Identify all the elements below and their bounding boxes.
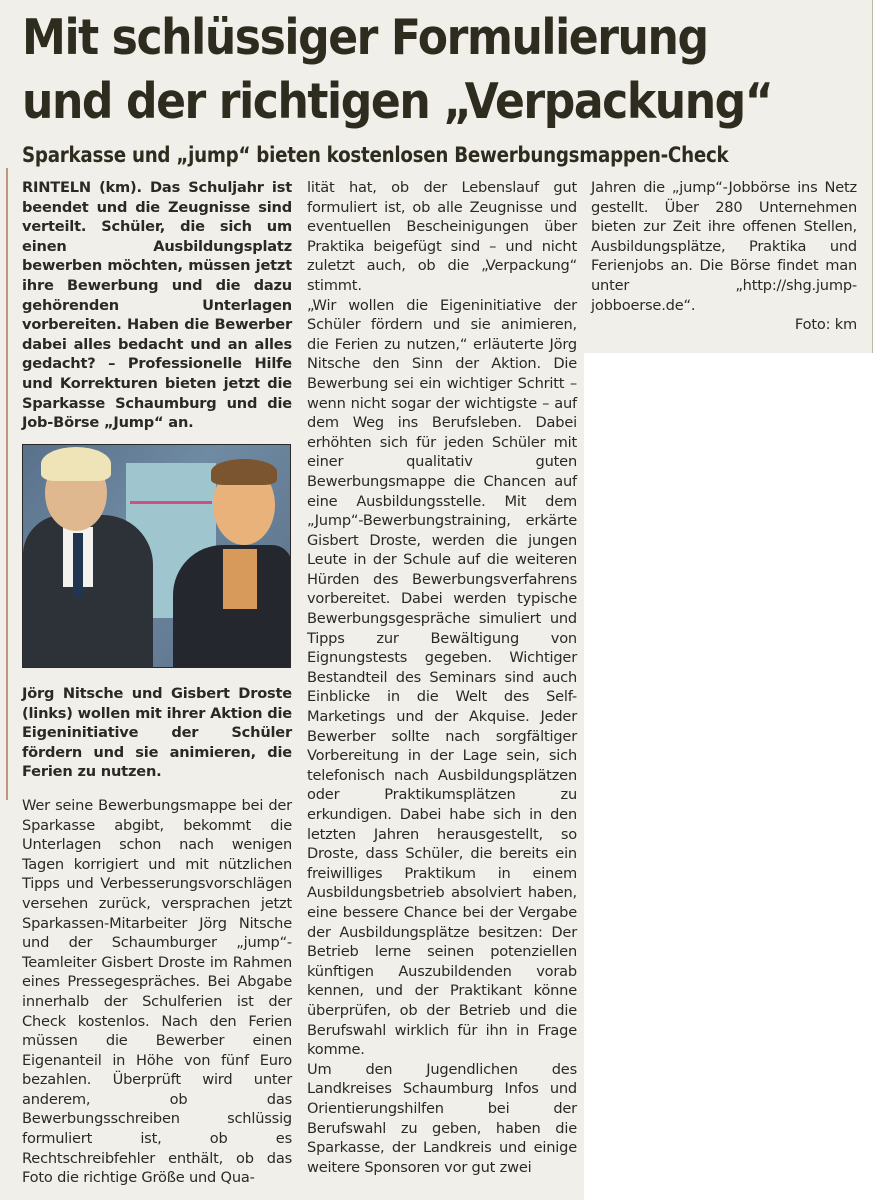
- headline-line-1: Mit schlüssiger Formulierung: [22, 9, 708, 66]
- person-right-shirt: [223, 549, 257, 609]
- photo-caption-text: Jörg Nitsche und Gisbert Droste (links) wollen mit ihrer Aktion die Eigeninitiative der Schüler fördern und sie animieren, die Ferien zu nutzen.: [22, 685, 292, 781]
- column-rule: [6, 168, 8, 800]
- clipping-edge: [872, 0, 873, 353]
- body-paragraph-1: Wer seine Bewerbungsmappe bei der Sparkasse abgibt, bekommt die Unterlagen schon nach wenigen Tagen korrigiert und mit nützlichen Tipps und Verbesserungsvorschlägen versehen zurück, versprachen jetzt Sparkassen-Mitarbeiter Jörg Nitsche und der Schaumburger „jump“-Teamleiter Gisbert Droste im Rahmen eines Pressegespräches. Bei Abgabe innerhalb der Schulferien ist der Check kostenlos. Nach den Ferien müssen die Bewerber einen Eigenanteil in Höhe von fünf Euro bezahlen. Überprüft wird unter anderem, ob das Bewerbungsschreiben schlüssig formuliert ist, ob es Rechtschreibfehler enthält, ob das Foto die richtige Größe und Qua-: [22, 796, 292, 1187]
- person-right-hair: [211, 459, 277, 485]
- photo-credit: Foto: km: [794, 316, 857, 334]
- body-paragraph-5: Jahren die „jump“-Jobbörse ins Netz gestellt. Über 280 Unternehmen bieten zur Zeit ihre offenen Stellen, Ausbildungsplätze, Praktika und Ferienjobs an. Die Börse findet man unter „http://shg.jump-jobboerse.de“.: [591, 179, 857, 314]
- subheadline: Sparkasse und „jump“ bieten kostenlosen Bewerbungsmappen-Check: [22, 143, 729, 167]
- lead-paragraph: RINTELN (km). Das Schuljahr ist beendet und die Zeugnisse sind verteilt. Schüler, die sich um einen Ausbildungsplatz bewerben möchten, müssen jetzt ihre Bewerbung und die dazu gehörenden Unterlagen vorbereiten. Haben die Bewerber dabei alles bedacht und an alles gedacht? – Professionelle Hilfe und Korrekturen bieten jetzt die Sparkasse Schaumburg und die Job-Börse „Jump“ an.: [22, 179, 292, 432]
- person-left-hair: [41, 447, 111, 481]
- person-left-tie: [73, 533, 83, 597]
- column-2: [307, 178, 577, 1177]
- body-paragraph-3: „Wir wollen die Eigeninitiative der Schüler fördern und sie animieren, die Ferien zu nutzen,“ erläuterte Jörg Nitsche den Sinn der Aktion. Die Bewerbung sei ein wichtiger Schritt – wenn nicht sogar der wichtigste – auf dem Weg ins Berufsleben. Dabei erhöhten sich für jeden Schüler mit einer qualitativ guten Bewerbungsmappe die Chancen auf eine Ausbildungsstelle. Mit dem „Jump“-Bewerbungstraining, erkärte Gisbert Droste, werden die jungen Leute in der Schule auf die weiteren Hürden des Bewerbungsverfahrens vorbereitet. Dabei werden typische Bewerbungsgespräche simuliert und Tipps zur Bewältigung von Eignungstests gegeben. Wichtiger Bestandteil des Seminars sind auch Einblicke in die Welt des Self-Marketings und der Akquise. Jeder Bewerber sollte nach sorgfältiger Vorbereitung in der Lage sein, sich telefonisch nach Ausbildungsplätzen oder Praktikumsplätzen zu erkundigen. Dabei habe sich in den letzten Jahren herausgestellt, so Droste, dass Schüler, die bereits ein freiwilliges Praktikum in einem Ausbildungsbetrieb absolviert haben, eine bessere Chance bei der Vergabe der Ausbildungsplätze besitzen: Der Betrieb lerne seinen potenziellen künftigen Auszubildenden vorab kennen, und der Praktikant könne überprüfen, ob der Betrieb und die Berufswahl wirklich für ihn in Frage komme.: [307, 296, 577, 1059]
- article-photo: [22, 444, 291, 668]
- column-1: [22, 178, 292, 433]
- headline-line-2: und der richtigen „Verpackung“: [22, 73, 773, 130]
- body-paragraph-2: lität hat, ob der Lebenslauf gut formuliert ist, ob alle Zeugnisse und eventuellen Bescheinigungen über Praktika beigefügt sind – und nicht zuletzt auch, ob die „Verpackung“ stimmt.: [307, 179, 577, 294]
- headline: [22, 6, 778, 134]
- column-3: [591, 178, 857, 335]
- poster-title-line: [130, 501, 212, 504]
- body-paragraph-4: Um den Jugendlichen des Landkreises Schaumburg Infos und Orientierungshilfen bei der Berufswahl zu geben, haben die Sparkasse, der Landkreis und einige weitere Sponsoren vor gut zwei: [307, 1060, 577, 1176]
- photo-caption: [22, 684, 292, 1188]
